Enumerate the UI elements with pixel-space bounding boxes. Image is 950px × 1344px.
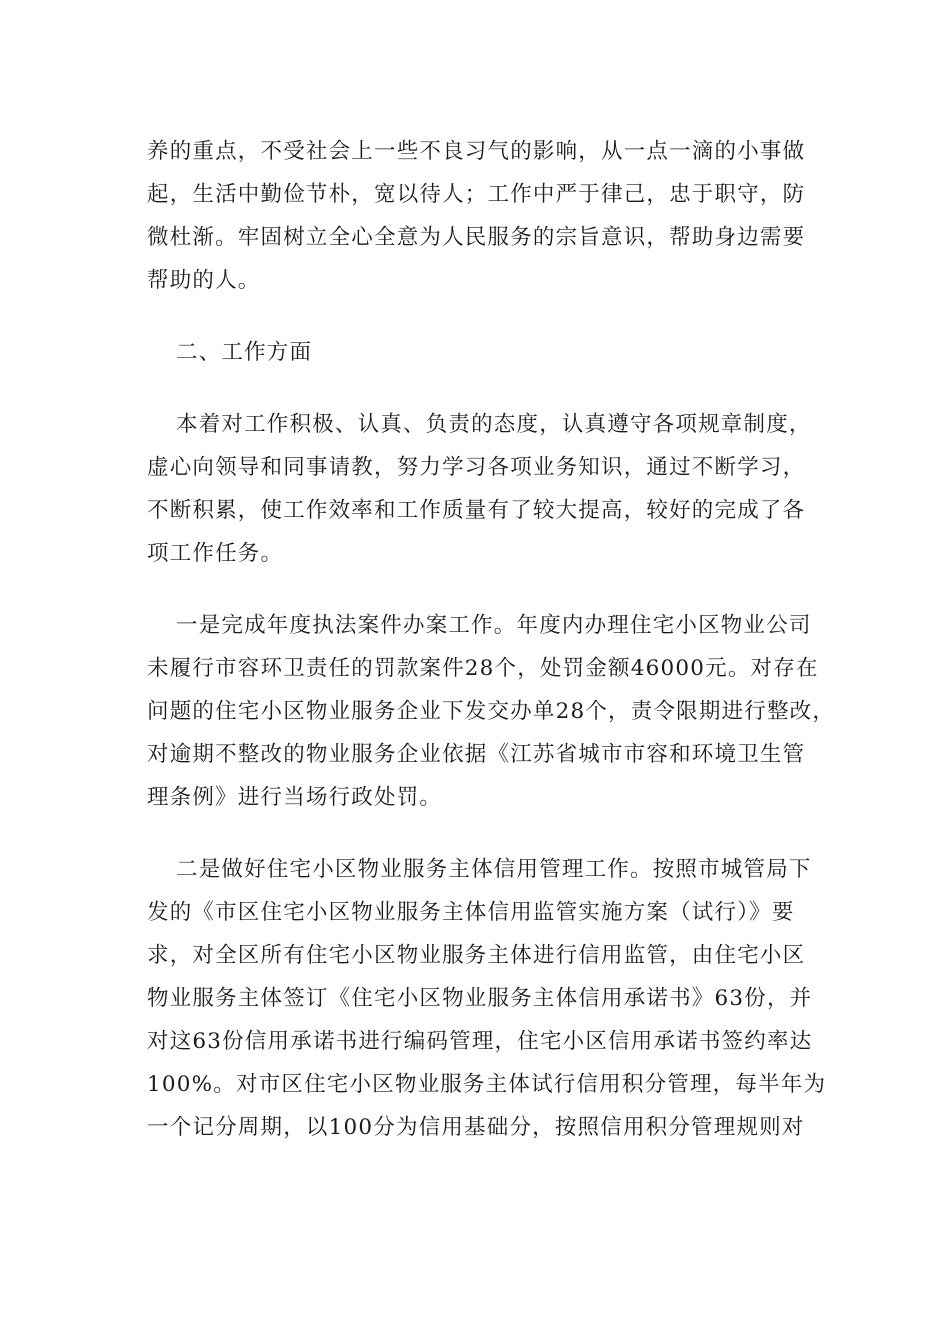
text-line: 不断积累，使工作效率和工作质量有了较大提高，较好的完成了各 bbox=[147, 498, 806, 523]
text-line: 对这63份信用承诺书进行编码管理，住宅小区信用承诺书签约率达 bbox=[147, 1029, 813, 1054]
document-body bbox=[147, 130, 836, 1149]
section-heading-work bbox=[147, 331, 812, 374]
text-line: 发的《市区住宅小区物业服务主体信用监管实施方案（试行）》要 bbox=[147, 900, 795, 925]
text-line: 微杜渐。牢固树立全心全意为人民服务的宗旨意识，帮助身边需要 bbox=[147, 225, 806, 250]
text-line: 100%。对市区住宅小区物业服务主体试行信用积分管理，每半年为 bbox=[147, 1072, 827, 1097]
text-line: 未履行市容环卫责任的罚款案件28个，处罚金额46000元。对存在 bbox=[147, 656, 819, 681]
text-line: 物业服务主体签订《住宅小区物业服务主体信用承诺书》63份，并 bbox=[147, 986, 813, 1011]
text-line: 求，对全区所有住宅小区物业服务主体进行信用监管，由住宅小区 bbox=[147, 943, 806, 968]
text-line: 帮助的人。 bbox=[147, 268, 261, 293]
text-line: 养的重点，不受社会上一些不良习气的影响，从一点一滴的小事做 bbox=[147, 139, 806, 164]
text-line: 对逾期不整改的物业服务企业依据《江苏省城市市容和环境卫生管 bbox=[147, 742, 806, 767]
paragraph-spacer bbox=[147, 575, 812, 604]
text-line: 虚心向领导和同事请教，努力学习各项业务知识，通过不断学习， bbox=[147, 455, 806, 480]
paragraph-personal-conduct bbox=[147, 130, 812, 302]
text-line: 二是做好住宅小区物业服务主体信用管理工作。按照市城管局下 bbox=[176, 857, 812, 882]
text-line: 本着对工作积极、认真、负责的态度，认真遵守各项规章制度， bbox=[176, 412, 812, 437]
paragraph-credit-management bbox=[147, 848, 827, 1149]
paragraph-spacer bbox=[147, 374, 812, 403]
paragraph-spacer bbox=[147, 302, 812, 331]
text-line: 项工作任务。 bbox=[147, 541, 284, 566]
text-line: 一个记分周期，以100分为信用基础分，按照信用积分管理规则对 bbox=[147, 1115, 805, 1140]
text-line: 起，生活中勤俭节朴，宽以待人；工作中严于律己，忠于职守，防 bbox=[147, 182, 806, 207]
heading-text: 二、工作方面 bbox=[176, 340, 313, 365]
text-line: 一是完成年度执法案件办案工作。年度内办理住宅小区物业公司 bbox=[176, 613, 812, 638]
text-line: 问题的住宅小区物业服务企业下发交办单28个，责令限期进行整改， bbox=[147, 699, 836, 724]
text-line: 理条例》进行当场行政处罚。 bbox=[147, 785, 443, 810]
paragraph-work-attitude bbox=[147, 403, 812, 575]
paragraph-spacer bbox=[147, 819, 812, 848]
paragraph-enforcement-cases bbox=[147, 604, 836, 819]
